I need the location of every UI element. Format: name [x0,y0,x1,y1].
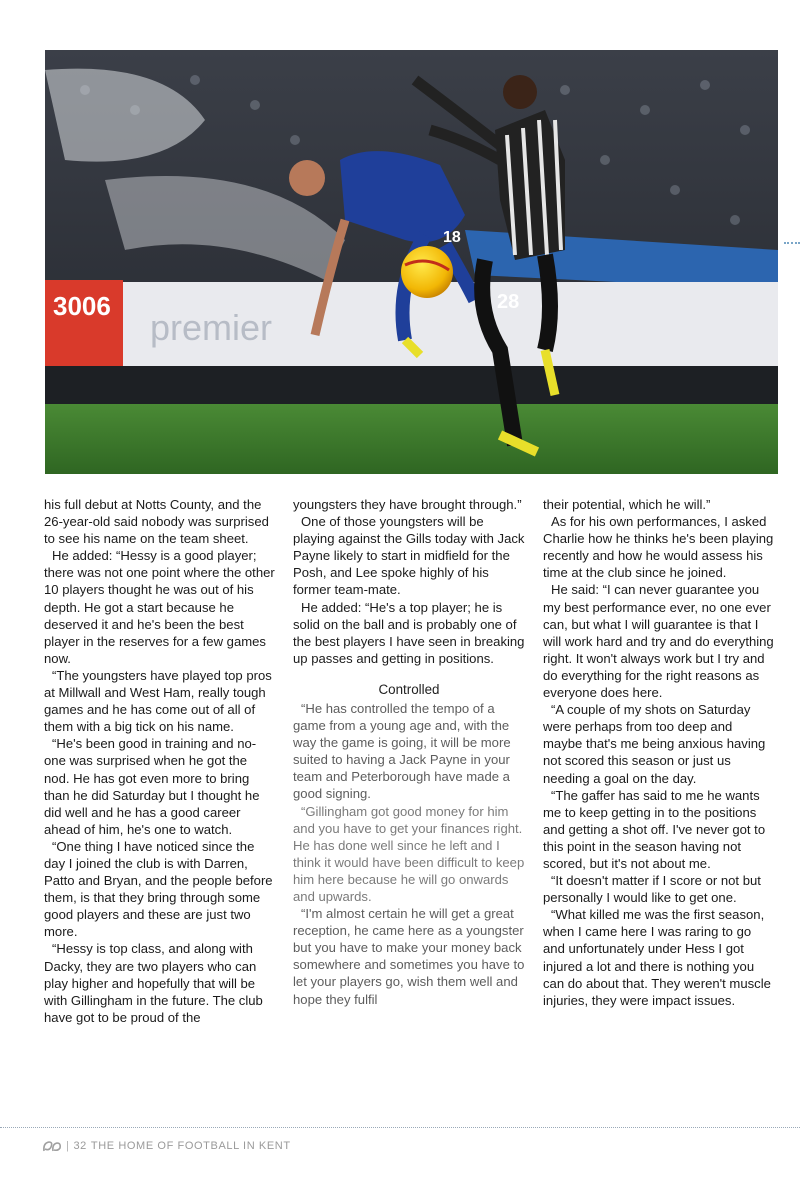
match-photo-illustration [45,50,778,474]
player-right-number: 28 [497,291,520,313]
page-footer [42,1137,291,1155]
football [401,246,453,298]
paragraph: “The youngsters have played top pros at Millwall and West Ham, really tough games and he has come out of all of them with a big tick on his name. [44,667,272,735]
footer-title: THE HOME OF FOOTBALL IN KENT [90,1140,291,1152]
match-photo [45,50,778,474]
article-column-1 [44,496,276,1026]
paragraph: “Gillingham got good money for him and you have to get your finances right. He has done well since he left and I think it would have been difficult to keep him here because he will go onwards and upwards. [293,803,525,904]
paragraph: their potential, which he will.” [543,497,711,512]
club-logo-icon [42,1140,62,1153]
paragraph: “What killed me was the first season, when I came here I was raring to go and unfortunately under Hess I got injured a lot and there is nothing you can do about that. They weren't muscle injuries, they were impact issues. [543,907,771,1008]
paragraph: “The gaffer has said to me he wants me to keep getting in to the positions and getting a shot off. I've never got to this point in the season having not scored, but it's not about me. [543,787,766,871]
paragraph: “One thing I have noticed since the day I joined the club is with Darren, Patto and Bryan, and the people before them, is that they bring through some good players and these are just two more. [44,838,273,940]
paragraph: One of those youngsters will be playing against the Gills today with Jack Payne likely to start in midfield for the Posh, and Lee spoke highly of his former team-mate. [293,514,525,598]
paragraph: He added: “He's a top player; he is solid on the ball and is probably one of the best players I have seen in breaking up passes and getting in positions. [293,599,525,666]
footer-divider [0,1127,800,1128]
ad-board-center: premier [150,307,273,348]
subheading: Controlled [378,681,440,697]
paragraph: youngsters they have brought through.” [293,497,522,512]
paragraph: “I'm almost certain he will get a great reception, he came here as a youngster but you have to make your money back somewhere and sometimes you have to let your players go, wish them well and hope they fulfil [293,906,525,1007]
paragraph: his full debut at Notts County, and the 26-year-old said nobody was surprised to see his name on the team sheet. [44,497,269,547]
page-edge-mark [784,242,800,244]
player-left-number: 18 [443,229,461,246]
paragraph: “Hessy is top class, and along with Dacky, they are two players who can play higher and hopefully that will be with Gillingham in the future. The club have got to be proud of the [44,941,263,1025]
ad-board-left: 3006 [53,291,111,321]
article-column-2 [293,496,525,1008]
paragraph: “He's been good in training and no-one was surprised when he got the nod. He has got even more to bring than he did Saturday but I thought he did well and he has a good career ahead of him, he's one to watch. [44,736,260,837]
paragraph: He added: “Hessy is a good player; there was not one point where the other 10 players thought he was out of his depth. He got a start because he deserved it and he's been the best player in the reserves for a few games now. [44,548,275,666]
article-column-3 [543,496,775,1009]
paragraph: He said: “I can never guarantee you my best performance ever, no one ever can, but what I will guarantee is that I will work hard and try and do everything right. It won't always work but I try and do everything for the right reasons as everyone does here. [543,582,774,701]
paragraph: “It doesn't matter if I score or not but personally I would like to get one. [543,873,761,906]
footer-separator: | [66,1140,70,1152]
page-number: 32 [73,1140,87,1152]
paragraph: “A couple of my shots on Saturday were perhaps from too deep and maybe that's me being anxious having not scored this season or just us needing a goal on the day. [543,702,766,786]
paragraph: “He has controlled the tempo of a game from a young age and, with the way the game is going, it will be more suited to having a Jack Payne in your team and Peterborough have made a good signing. [293,700,511,802]
paragraph: As for his own performances, I asked Charlie how he thinks he's been playing recently and how he would assess his time at the club since he joined. [543,514,774,581]
